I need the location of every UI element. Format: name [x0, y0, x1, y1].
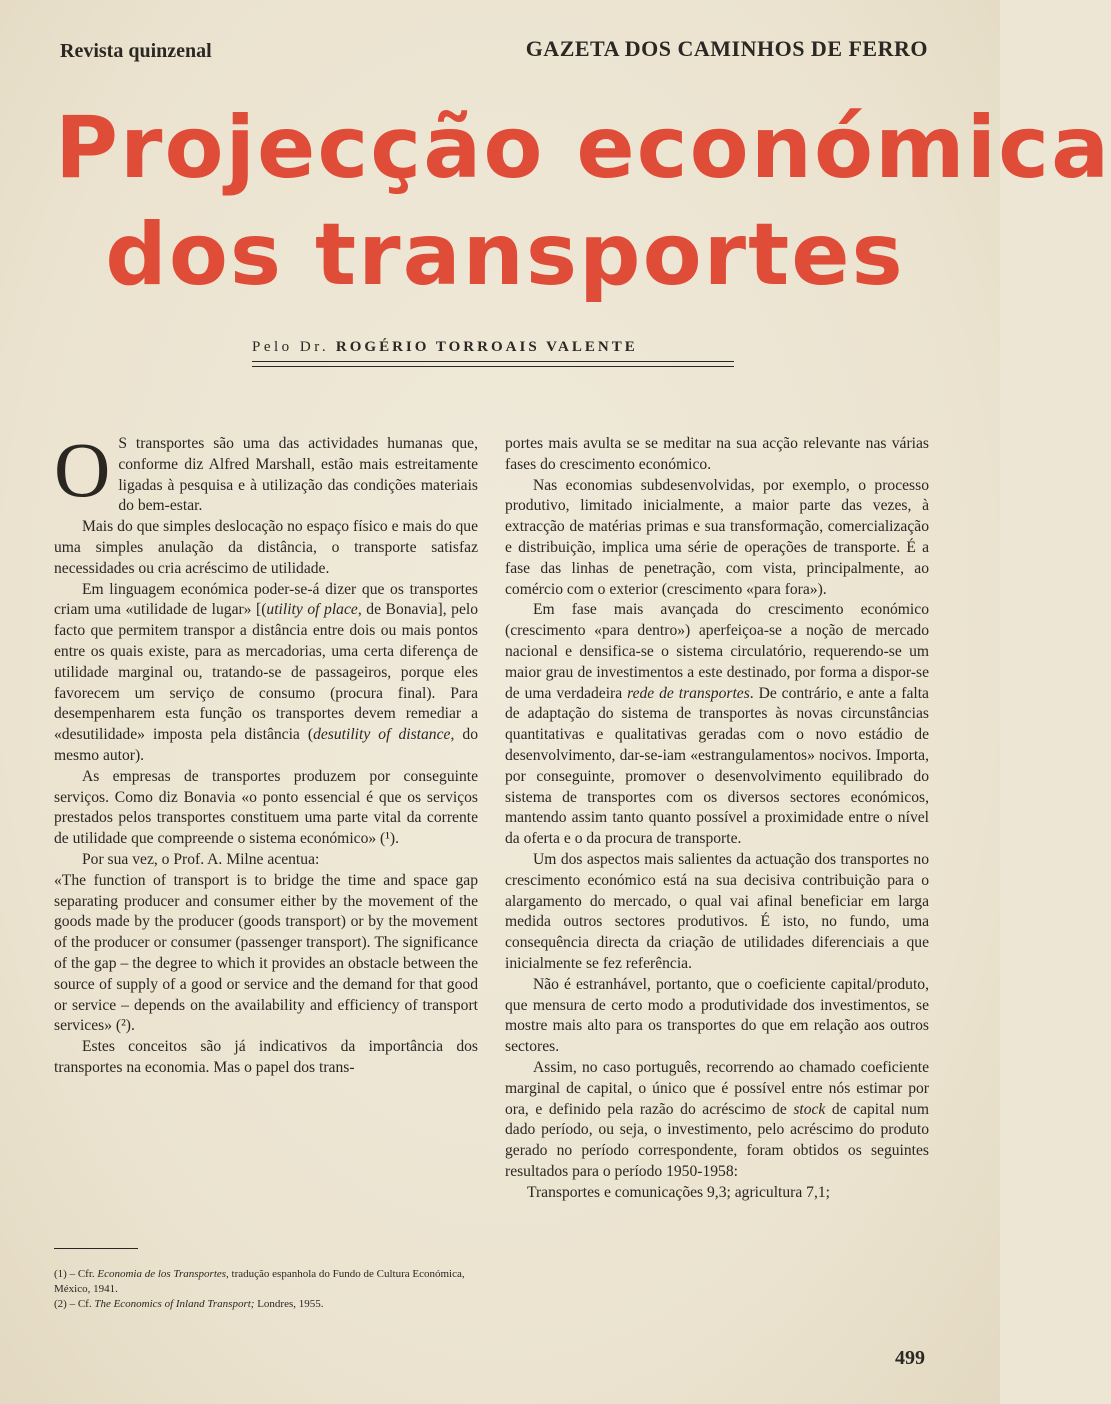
paragraph — [505, 1058, 929, 1183]
paragraph-text: , do mesmo autor). — [54, 726, 478, 764]
paragraph: Não é estranhável, portanto, que o coeficiente capital/produto, que mensura de certo modo a produtividade dos investimentos, se mostre mais alto para os transportes do que em relação aos outros sectores. — [505, 975, 929, 1056]
paragraph: portes mais avulta se se meditar na sua acção relevante nas várias fases do crescimento económico. — [505, 435, 929, 473]
byline-rule — [252, 361, 734, 362]
byline-rule-thin — [252, 366, 734, 367]
paragraph-text: . De contrário, e ante a falta de adaptação do sistema de transportes às novas circunstâncias quantitativas e qualitativas geradas com o novo estádio de desenvolvimento, dar-se-iam «estrangulamentos» nocivos. Importa, por conseguinte, promover o desenvolvimento equilibrado do sistema de transportes com os diversos sectores económicos, mantendo assim tanto quanto possível a proximidade entre o nível da oferta e o da procura de transporte. — [505, 684, 929, 848]
byline — [252, 339, 734, 356]
paragraph — [54, 426, 478, 517]
byline-prefix: Pelo Dr. — [252, 339, 330, 355]
paragraph — [505, 600, 929, 850]
paragraph-text: S transportes são uma das actividades humanas que, conforme diz Alfred Marshall, estão mais estreitamente ligadas à pesquisa e à utilização das condições materiais do bem-estar. — [118, 435, 478, 515]
paragraph: As empresas de transportes produzem por conseguinte serviços. Como diz Bonavia «o ponto essencial é que os serviços prestados pelos transportes constituem uma parte vital da corrente de utilidade que compreende o sistema económico» (¹). — [54, 767, 478, 848]
block-quote: «The function of transport is to bridge the time and space gap separating producer and consumer either by the movement of the goods made by the producer (goods transport) or by the movement of the producer or consumer (passenger transport). The significance of the gap – the degree to which it provides an obstacle between the source of supply of a good or service and the demand for that good or service – depends on the availability and efficiency of transport services» (²). — [54, 871, 478, 1035]
italic-term: desutility of distance — [313, 726, 451, 744]
footnote — [54, 1297, 478, 1312]
footnote-text: (1) – Cfr. — [54, 1268, 98, 1280]
article-title-line-2: dos transportes — [105, 205, 905, 305]
paragraph: Um dos aspectos mais salientes da actuação dos transportes no crescimento económico está na sua decisiva contribuição para o alargamento do mercado, o qual vai afinal beneficiar em larga medida outros sectores produtivos. É isto, no fundo, uma consequência directa da criação de utilidades diferenciais a que inicialmente se fez referência. — [505, 850, 929, 972]
paragraph-text: de capital num dado período, ou seja, o investimento, pelo acréscimo do produto gerado no período correspondente, foram obtidos os seguintes resultados para o período 1950-1958: — [505, 1100, 929, 1180]
italic-term: stock — [793, 1100, 826, 1118]
paragraph: Por sua vez, o Prof. A. Milne acentua: — [82, 850, 320, 868]
page-number: 499 — [895, 1347, 925, 1369]
footnotes — [54, 1267, 478, 1312]
footnote-text: (2) – Cf. — [54, 1298, 95, 1310]
paragraph: Mais do que simples deslocação no espaço físico e mais do que uma simples anulação da distância, o transporte satisfaz necessidades ou cria acréscimo de utilidade. — [54, 518, 478, 577]
footnote-text: Londres, 1955. — [254, 1298, 324, 1310]
paragraph-text: , de Bonavia], pelo facto que permitem transpor a distância entre dois ou mais pontos entre os quais existe, para as mercadorias, uma certa diferença de utilidade marginal ou, tratando-se de passageiros, porque eles favorecem um serviço de consumo (procura final). Para desempenharem esta função os transportes devem remediar a «desutilidade» imposta pela distância ( — [54, 601, 478, 744]
paragraph-text: Assim, no caso português, recorrendo ao chamado coeficiente marginal de capital, o único que é possível entre nós estimar por ora, e definido pela razão do acréscimo de — [505, 1058, 929, 1118]
paragraph — [54, 580, 478, 767]
footnote-title: The Economics of Inland Transport; — [94, 1298, 255, 1310]
left-column — [54, 426, 478, 1079]
header-journal-name: GAZETA DOS CAMINHOS DE FERRO — [525, 36, 928, 61]
footnote-title: Economia de los Transportes — [97, 1268, 227, 1280]
header-publication-type: Revista quinzenal — [60, 40, 212, 62]
drop-cap: O — [54, 426, 111, 513]
footnote-rule — [54, 1248, 138, 1249]
footnote — [54, 1267, 478, 1297]
paragraph-text: Em linguagem económica poder-se-á dizer que os transportes criam uma «utilidade de lugar» [( — [54, 580, 478, 619]
italic-term: utility of place — [266, 601, 358, 619]
paragraph-text: Em fase mais avançada do crescimento económico (crescimento «para dentro») aperfeiçoa-se a noção de mercado nacional e densifica-se o sistema circulatório, requerendo-se um maior grau de investimentos a este destinado, por forma a dispor-se de uma verdadeira — [505, 601, 929, 702]
paragraph: Nas economias subdesenvolvidas, por exemplo, o processo produtivo, limitado inicialmente, a maior parte das vezes, à extracção de matérias primas e sua transformação, comercialização e distribuição, implica uma série de operações de transporte. É a fase das linhas de penetração, com vista, principalmente, ao comércio com o exterior (crescimento «para fora»). — [505, 476, 929, 598]
right-column — [505, 434, 929, 1203]
paragraph: Transportes e comunicações 9,3; agricultura 7,1; — [527, 1183, 830, 1201]
footnote-text: , tradução espanhola do Fundo de Cultura Económica, México, 1941. — [54, 1268, 465, 1295]
italic-term: rede de transportes — [627, 684, 750, 702]
paragraph: Estes conceitos são já indicativos da importância dos transportes na economia. Mas o papel dos trans- — [54, 1038, 478, 1076]
article-title-line-1: Projecção económica — [55, 98, 1111, 198]
byline-author: ROGÉRIO TORROAIS VALENTE — [335, 339, 638, 355]
